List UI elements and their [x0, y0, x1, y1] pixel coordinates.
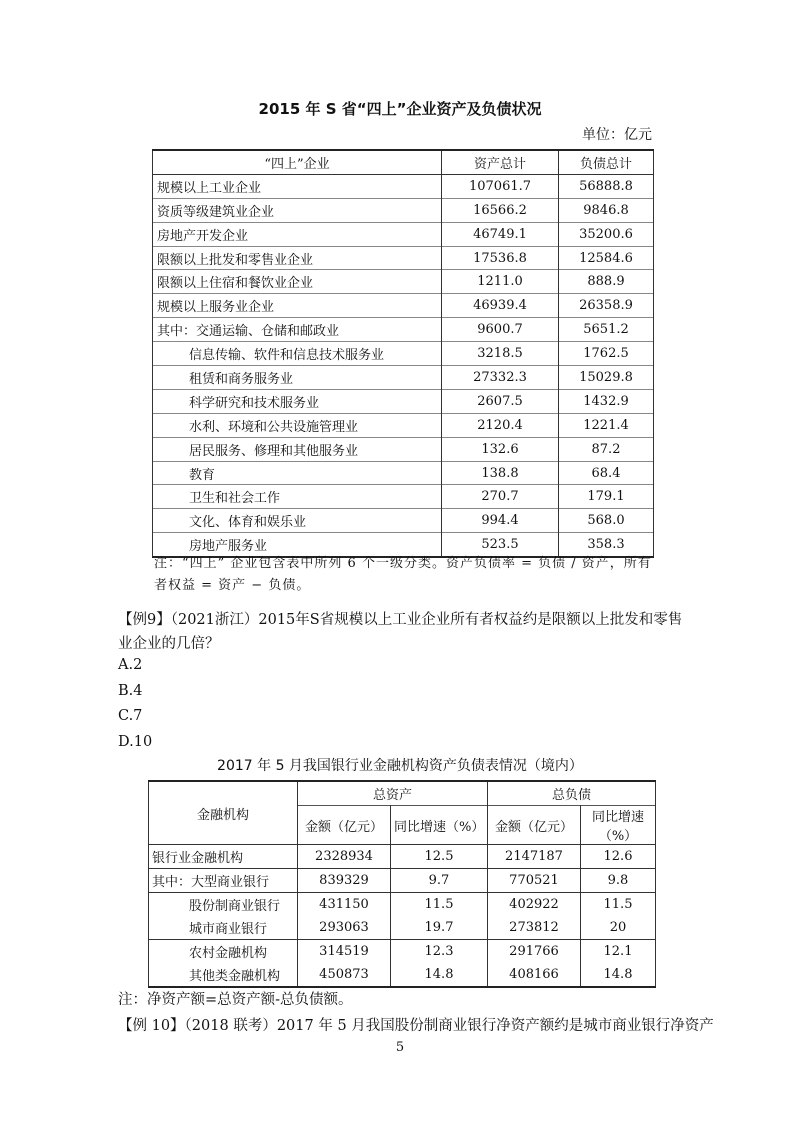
table-cell-name: 租赁和商务服务业 — [153, 366, 442, 390]
table-cell-liabilities: 358.3 — [559, 533, 654, 557]
table-cell-name: 资质等级建筑业企业 — [153, 198, 442, 222]
table-cell-liabilities: 35200.6 — [559, 222, 654, 246]
table1-unit: 单位：亿元 — [582, 127, 652, 143]
table-row — [153, 342, 654, 366]
table-cell-assets: 314519 — [298, 940, 391, 964]
table2-header-asset-amount: 金额（亿元） — [298, 806, 391, 845]
table2-title: 2017 年 5 月我国银行业金融机构资产负债表情况（境内） — [217, 758, 583, 774]
table-cell-assets: 46749.1 — [442, 222, 559, 246]
table-cell-name: 房地产服务业 — [153, 533, 442, 557]
table-cell-asset-growth: 12.3 — [391, 940, 488, 964]
table2-header-row — [149, 781, 656, 806]
table-cell-name: 规模以上服务业企业 — [153, 294, 442, 318]
table-cell-assets: 107061.7 — [442, 174, 559, 198]
table-cell-liabilities: 9846.8 — [559, 198, 654, 222]
table-cell-assets: 2328934 — [298, 845, 391, 869]
table-row — [153, 366, 654, 390]
table-row — [153, 222, 654, 246]
table-cell-name: 卫生和社会工作 — [153, 485, 442, 509]
table-cell-assets: 431150 — [298, 893, 391, 917]
table-cell-liab-growth: 11.5 — [581, 893, 656, 917]
table-row — [153, 318, 654, 342]
table-cell-assets: 2120.4 — [442, 413, 559, 437]
table-cell-name: 居民服务、修理和其他服务业 — [153, 437, 442, 461]
table-cell-name: 水利、环境和公共设施管理业 — [153, 413, 442, 437]
table1-title: 2015 年 S 省“四上”企业资产及负债状况 — [258, 100, 542, 118]
table-cell-liabilities: 87.2 — [559, 437, 654, 461]
table-cell-name: 规模以上工业企业 — [153, 174, 442, 198]
table-cell-liabilities: 402922 — [488, 893, 581, 917]
table-row — [153, 437, 654, 461]
table-cell-name: 农村金融机构 — [149, 940, 298, 964]
table-cell-name: 其中：交通运输、仓储和邮政业 — [153, 318, 442, 342]
table-cell-name: 信息传输、软件和信息技术服务业 — [153, 342, 442, 366]
question-10: 【例 10】（2018 联考）2017 年 5 月我国股份制商业银行净资产额约是城市商业银行净资产 — [118, 1018, 714, 1034]
table-row — [153, 174, 654, 198]
table-cell-name: 文化、体育和娱乐业 — [153, 509, 442, 533]
table-cell-liab-growth: 9.8 — [581, 869, 656, 893]
table-row — [153, 461, 654, 485]
table-cell-assets: 17536.8 — [442, 246, 559, 270]
table-row — [149, 869, 656, 893]
table-cell-assets: 994.4 — [442, 509, 559, 533]
table-cell-liabilities: 273812 — [488, 916, 581, 940]
table-cell-assets: 270.7 — [442, 485, 559, 509]
table-cell-name: 其中：大型商业银行 — [149, 869, 298, 893]
table-cell-assets: 16566.2 — [442, 198, 559, 222]
table-cell-name: 房地产开发企业 — [153, 222, 442, 246]
table-cell-liab-growth: 14.8 — [581, 963, 656, 987]
table2-header-asset-growth: 同比增速（%） — [391, 806, 488, 845]
table-cell-liabilities: 5651.2 — [559, 318, 654, 342]
table-cell-name: 科学研究和技术服务业 — [153, 389, 442, 413]
table1-header-enterprise: “四上”企业 — [153, 150, 442, 174]
table-cell-asset-growth: 12.5 — [391, 845, 488, 869]
table-cell-asset-growth: 9.7 — [391, 869, 488, 893]
table-cell-name: 银行业金融机构 — [149, 845, 298, 869]
table-row — [153, 389, 654, 413]
table2-header-assets: 总资产 — [298, 781, 488, 806]
table-row — [153, 270, 654, 294]
table2-header-institution: 金融机构 — [149, 781, 298, 845]
table-cell-assets: 3218.5 — [442, 342, 559, 366]
table-cell-liabilities: 68.4 — [559, 461, 654, 485]
table-cell-liabilities: 179.1 — [559, 485, 654, 509]
table2-header-liabilities: 总负债 — [488, 781, 656, 806]
table-cell-assets: 46939.4 — [442, 294, 559, 318]
table-row — [149, 845, 656, 869]
table-row — [153, 485, 654, 509]
table-cell-assets: 27332.3 — [442, 366, 559, 390]
table2 — [148, 780, 656, 988]
table-cell-liabilities: 1221.4 — [559, 413, 654, 437]
table-cell-assets: 9600.7 — [442, 318, 559, 342]
table-cell-liab-growth: 20 — [581, 916, 656, 940]
table-cell-liabilities: 770521 — [488, 869, 581, 893]
table-cell-liabilities: 1762.5 — [559, 342, 654, 366]
table-cell-liabilities: 56888.8 — [559, 174, 654, 198]
table-cell-asset-growth: 11.5 — [391, 893, 488, 917]
question-9: 【例9】（2021浙江）2015年S省规模以上工业企业所有者权益约是限额以上批发和零售业企业的几倍？ — [118, 612, 683, 652]
table-cell-name: 限额以上住宿和餐饮业企业 — [153, 270, 442, 294]
table-cell-name: 限额以上批发和零售业企业 — [153, 246, 442, 270]
table1 — [152, 149, 654, 558]
table-cell-liabilities: 1432.9 — [559, 389, 654, 413]
table-row — [149, 916, 656, 940]
table-cell-assets: 839329 — [298, 869, 391, 893]
table-cell-asset-growth: 14.8 — [391, 963, 488, 987]
table-cell-liabilities: 291766 — [488, 940, 581, 964]
table-cell-liabilities: 26358.9 — [559, 294, 654, 318]
table-cell-assets: 138.8 — [442, 461, 559, 485]
table-cell-liabilities: 568.0 — [559, 509, 654, 533]
table-cell-assets: 293063 — [298, 916, 391, 940]
table2-note: 注：净资产额=总资产额-总负债额。 — [118, 992, 353, 1008]
table-cell-assets: 1211.0 — [442, 270, 559, 294]
table-row — [153, 509, 654, 533]
table-cell-name: 城市商业银行 — [149, 916, 298, 940]
page-number: 5 — [395, 1040, 405, 1055]
table-cell-liab-growth: 12.1 — [581, 940, 656, 964]
table-row — [153, 294, 654, 318]
table-cell-assets: 523.5 — [442, 533, 559, 557]
table-cell-assets: 132.6 — [442, 437, 559, 461]
table1-header-assets: 资产总计 — [442, 150, 559, 174]
table1-header-liabilities: 负债总计 — [559, 150, 654, 174]
table-cell-name: 其他类金融机构 — [149, 963, 298, 987]
option-d: D.10 — [118, 734, 153, 750]
table-cell-liabilities: 408166 — [488, 963, 581, 987]
table-cell-liabilities: 2147187 — [488, 845, 581, 869]
table-row — [149, 893, 656, 917]
table2-header-liab-growth: 同比增速（%） — [581, 806, 656, 845]
table-cell-asset-growth: 19.7 — [391, 916, 488, 940]
table1-note: 注：“四上” 企业包含表中所列 6 个一级分类。资产负债率 = 负债 / 资产，所有者权益 = 资产 − 负债。 — [154, 556, 652, 593]
option-a: A.2 — [118, 657, 143, 673]
table-row — [149, 940, 656, 964]
table-cell-liabilities: 12584.6 — [559, 246, 654, 270]
table-row — [153, 198, 654, 222]
option-b: B.4 — [118, 683, 143, 699]
table2-header-liab-amount: 金额（亿元） — [488, 806, 581, 845]
table-cell-assets: 450873 — [298, 963, 391, 987]
table-cell-name: 股份制商业银行 — [149, 893, 298, 917]
table-cell-liab-growth: 12.6 — [581, 845, 656, 869]
table-cell-liabilities: 888.9 — [559, 270, 654, 294]
table-cell-liabilities: 15029.8 — [559, 366, 654, 390]
table-cell-assets: 2607.5 — [442, 389, 559, 413]
table-row — [153, 413, 654, 437]
option-c: C.7 — [118, 708, 143, 724]
table-row — [153, 246, 654, 270]
table-cell-name: 教育 — [153, 461, 442, 485]
table-row — [149, 963, 656, 987]
